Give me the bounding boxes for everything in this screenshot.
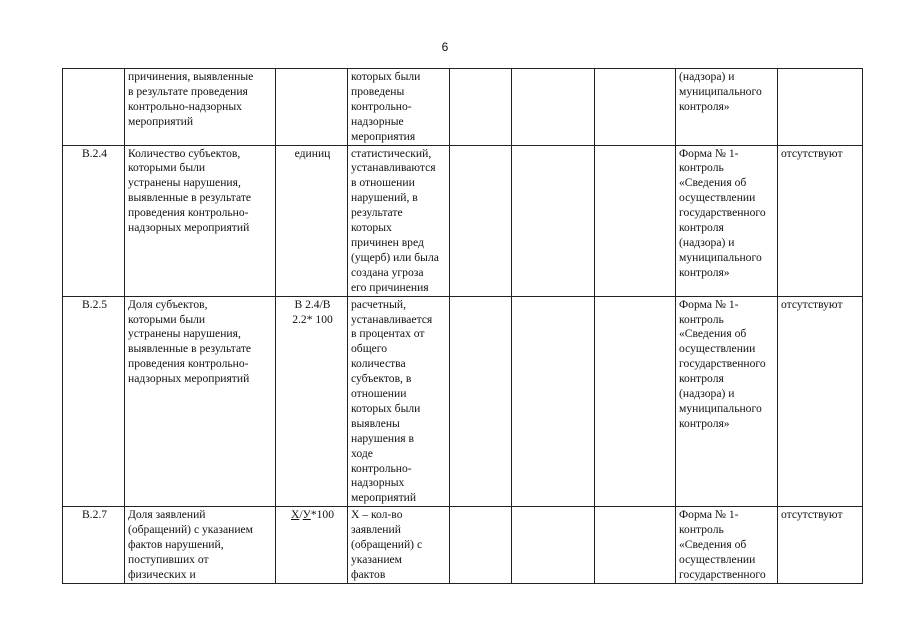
cell-code: B.2.4 [63, 145, 125, 296]
cell-unit [276, 69, 348, 146]
cell-note: отсутствуют [778, 145, 863, 296]
cell-empty [450, 507, 512, 584]
cell-code: B.2.7 [63, 507, 125, 584]
cell-method: Х – кол-во заявлений (обращений) с указанием фактов [348, 507, 450, 584]
cell-unit: единиц [276, 145, 348, 296]
formula-multiplier: *100 [310, 508, 334, 522]
table-row-b27 [63, 507, 863, 584]
cell-empty [450, 145, 512, 296]
cell-formula [276, 507, 348, 584]
cell-source: (надзора) и муниципального контроля» [676, 69, 778, 146]
cell-indicator-name: Доля субъектов, которыми были устранены нарушения, выявленные в результате проведения контрольно- надзорных мероприятий [125, 296, 276, 507]
cell-empty [450, 69, 512, 146]
cell-source: Форма № 1- контроль «Сведения об осуществлении государственного [676, 507, 778, 584]
formula-numerator: Х [290, 508, 300, 522]
cell-note: отсутствуют [778, 296, 863, 507]
page-number: 6 [441, 40, 449, 54]
cell-empty [512, 296, 595, 507]
formula-separator: / [299, 508, 303, 522]
formula-denominator: У [302, 508, 311, 522]
cell-empty [595, 296, 676, 507]
cell-method: расчетный, устанавливается в процентах от общего количества субъектов, в отношении которых были выявлены нарушения в ходе контрольно- надзорных мероприятий [348, 296, 450, 507]
cell-indicator-name: Количество субъектов, которыми были устранены нарушения, выявленные в результате проведения контрольно- надзорных мероприятий [125, 145, 276, 296]
cell-note: отсутствуют [778, 507, 863, 584]
cell-empty [512, 145, 595, 296]
cell-empty [450, 296, 512, 507]
cell-method: статистический, устанавливаются в отношении нарушений, в результате которых причинен вред (ущерб) или была создана угроза его причинения [348, 145, 450, 296]
cell-empty [512, 69, 595, 146]
indicators-table [62, 68, 863, 584]
table-row-b25 [63, 296, 863, 507]
cell-empty [512, 507, 595, 584]
table-row-continuation [63, 69, 863, 146]
cell-empty [595, 145, 676, 296]
cell-indicator-name: Доля заявлений (обращений) с указанием фактов нарушений, поступивших от физических и [125, 507, 276, 584]
cell-code [63, 69, 125, 146]
cell-indicator-name: причинения, выявленные в результате проведения контрольно-надзорных мероприятий [125, 69, 276, 146]
cell-unit: B 2.4/B 2.2* 100 [276, 296, 348, 507]
table-row-b24 [63, 145, 863, 296]
cell-source: Форма № 1- контроль «Сведения об осуществлении государственного контроля (надзора) и муниципального контроля» [676, 145, 778, 296]
cell-source: Форма № 1- контроль «Сведения об осуществлении государственного контроля (надзора) и муниципального контроля» [676, 296, 778, 507]
cell-empty [595, 507, 676, 584]
cell-method: которых были проведены контрольно- надзорные мероприятия [348, 69, 450, 146]
cell-note [778, 69, 863, 146]
cell-code: B.2.5 [63, 296, 125, 507]
cell-empty [595, 69, 676, 146]
